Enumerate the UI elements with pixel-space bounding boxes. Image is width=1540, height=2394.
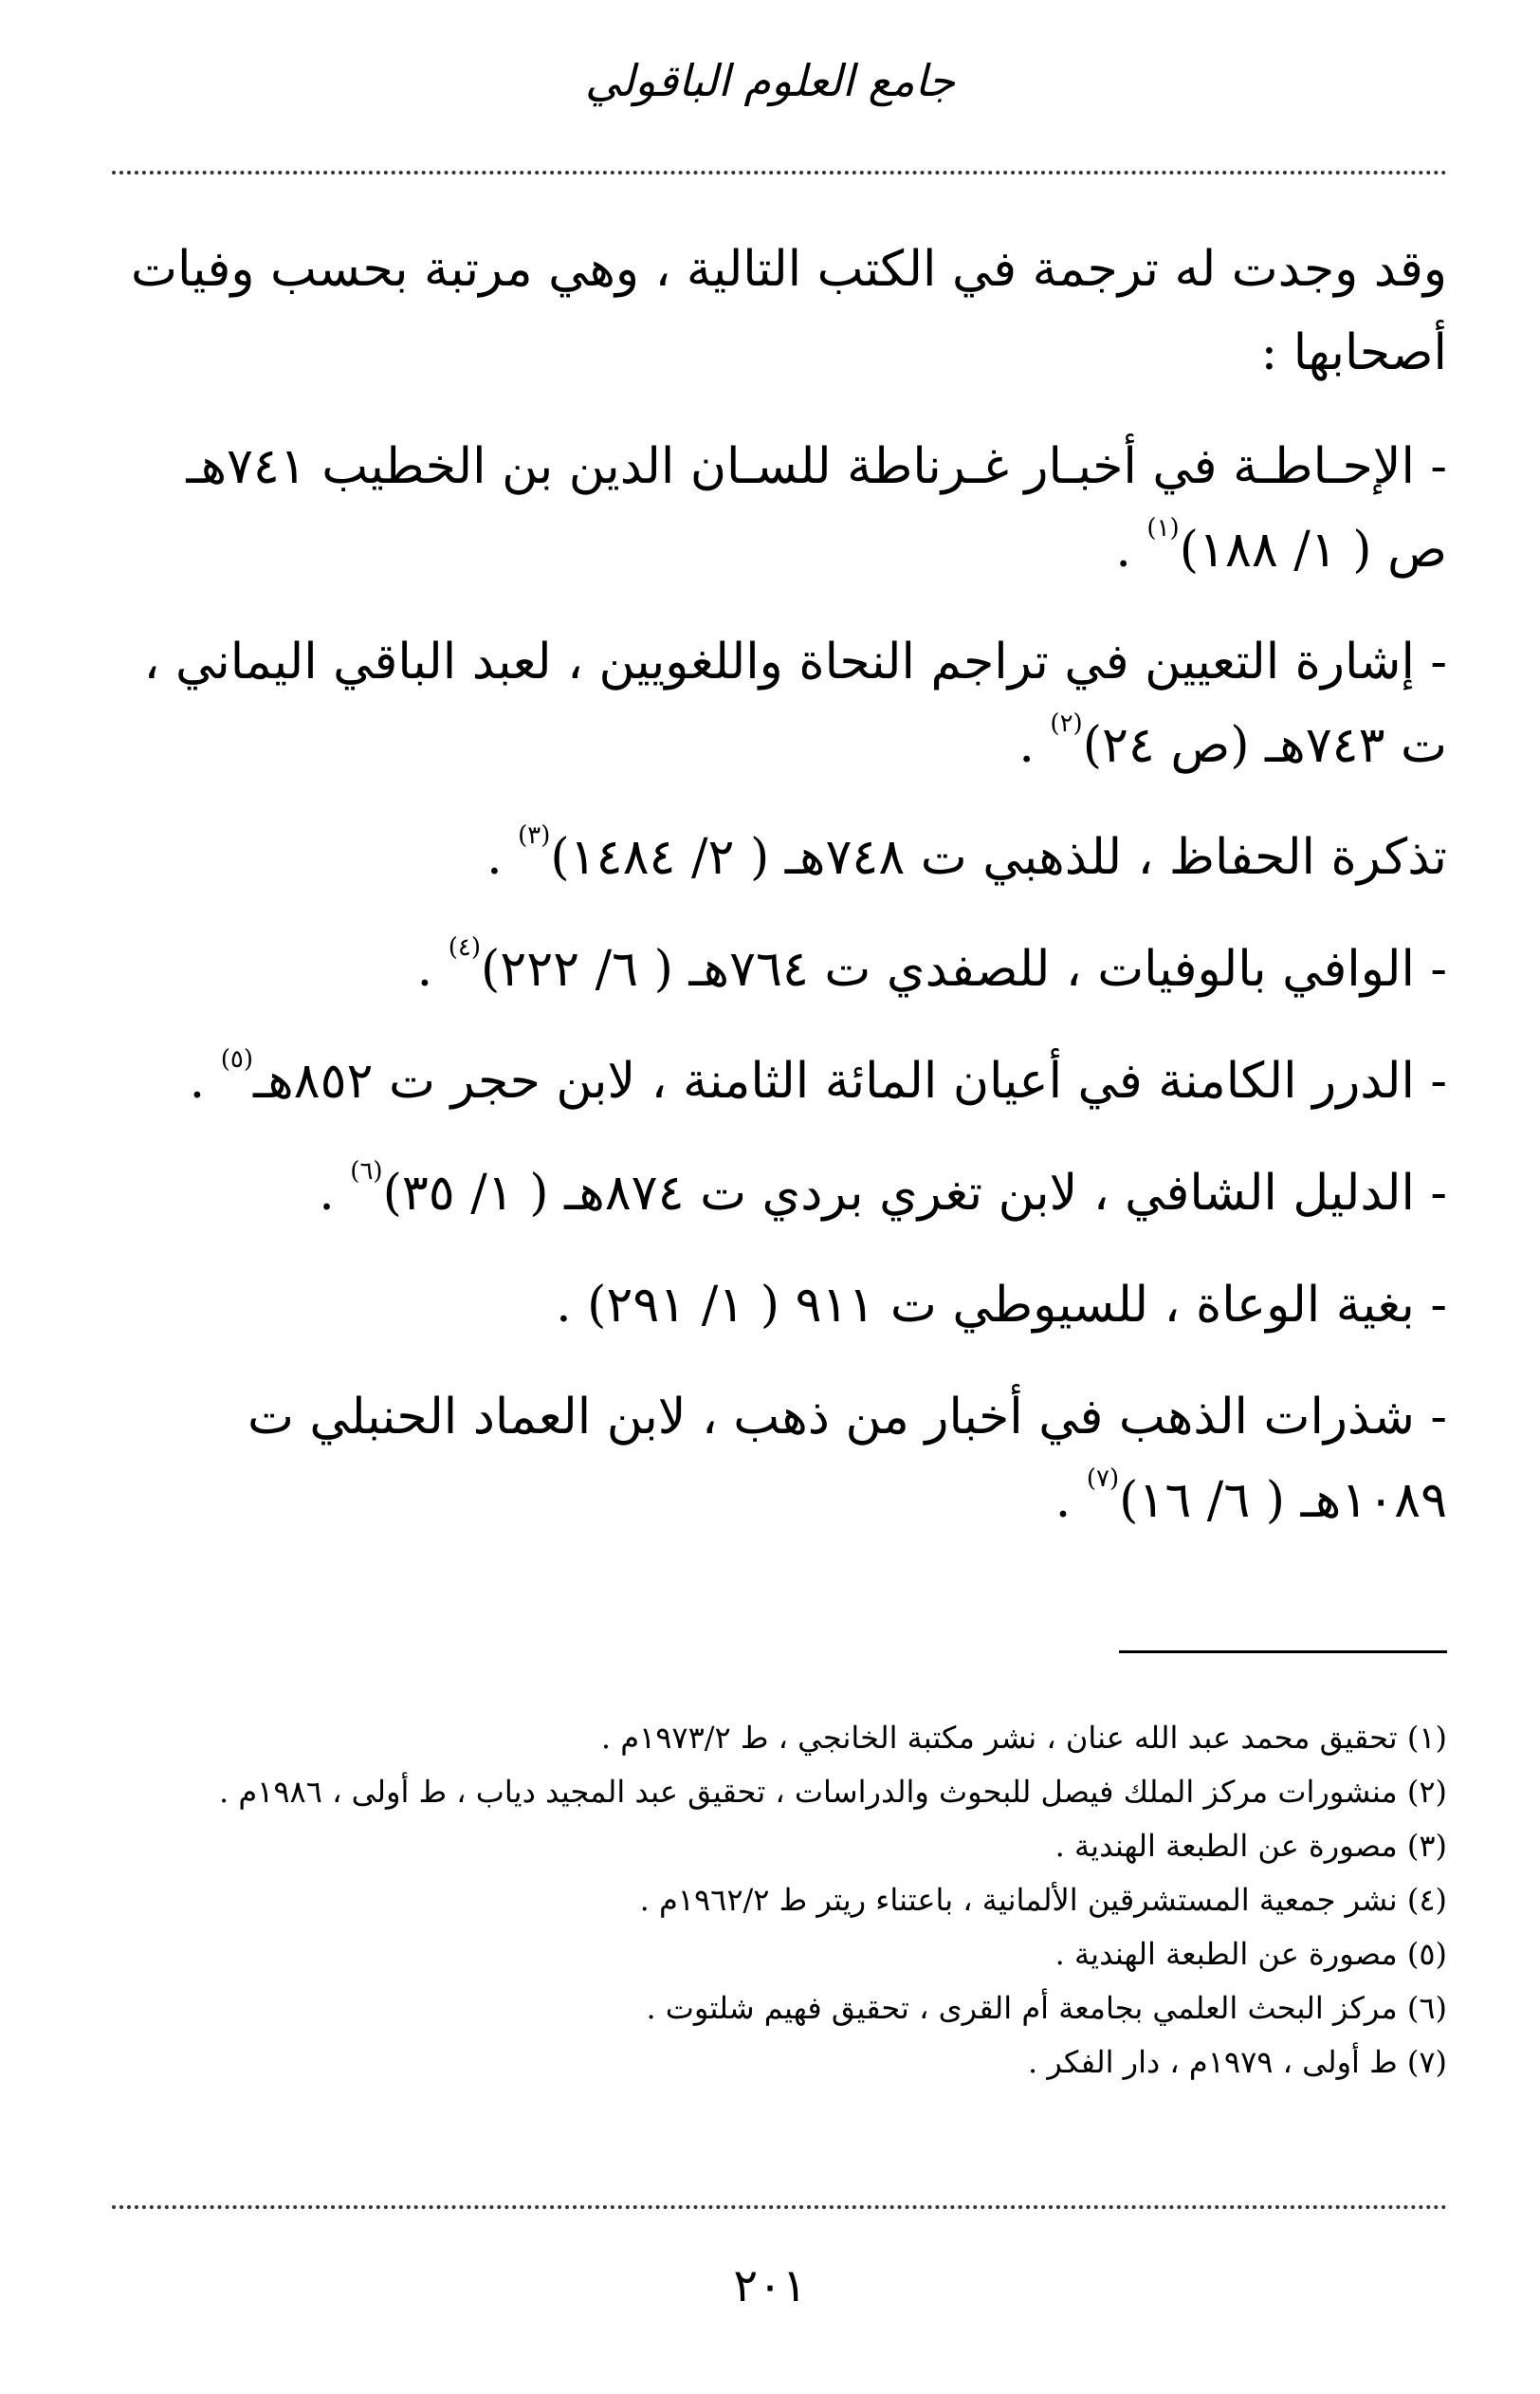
footnote-marker: (٤) bbox=[448, 933, 481, 962]
entry-text: - بغية الوعاة ، للسيوطي ت ٩١١ ( ١/ ٢٩١) . bbox=[556, 1277, 1447, 1334]
entry-text: - إشارة التعيين في تراجم النحاة واللغويين ، لعبد الباقي اليماني ، ت ٧٤٣هـ (ص ٢٤) bbox=[143, 634, 1447, 774]
entry-end: . bbox=[486, 829, 519, 886]
main-text bbox=[112, 228, 1447, 1571]
intro-paragraph: وقد وجدت له ترجمة في الكتب التالية ، وهي مرتبة بحسب وفيات أصحابها : bbox=[131, 241, 1447, 381]
footnote: (٦) مركز البحث العلمي بجامعة أم القرى ، تحقيق فهيم شلتوت . bbox=[646, 1990, 1447, 2026]
header-divider bbox=[112, 171, 1447, 175]
footnote: (٥) مصورة عن الطبعة الهندية . bbox=[1054, 1936, 1447, 1972]
list-item bbox=[112, 620, 1447, 787]
footnote-marker: (٥) bbox=[220, 1045, 254, 1074]
entry-end: . bbox=[416, 941, 449, 998]
entry-end: . bbox=[1115, 522, 1147, 579]
entry-end: . bbox=[189, 1053, 221, 1110]
footnote-marker: (١) bbox=[1146, 514, 1180, 543]
footnote: (١) تحقيق محمد عبد الله عنان ، نشر مكتبة الخانجي ، ط ١٩٧٣/٢م . bbox=[600, 1720, 1447, 1756]
footnote: (٤) نشر جمعية المستشرقين الألمانية ، باعتناء ريتر ط ١٩٦٢/٢م . bbox=[639, 1882, 1447, 1918]
list-item bbox=[112, 425, 1447, 592]
list-item bbox=[112, 1263, 1447, 1347]
page-number: ٢٠١ bbox=[733, 2259, 807, 2312]
footnote-marker: (٧) bbox=[1086, 1464, 1120, 1493]
footnote-separator bbox=[1119, 1650, 1447, 1653]
entry-end: . bbox=[1018, 717, 1051, 774]
list-item bbox=[112, 1375, 1447, 1542]
list-item bbox=[112, 928, 1447, 1011]
entry-text: تذكرة الحفاظ ، للذهبي ت ٧٤٨هـ ( ٢/ ١٤٨٤) bbox=[550, 829, 1447, 886]
entry-text: - الدليل الشافي ، لابن تغري بردي ت ٨٧٤هـ ( ١/ ٣٥) bbox=[382, 1165, 1447, 1222]
entry-text: - الوافي بالوفيات ، للصفدي ت ٧٦٤هـ ( ٦/ ٢٢٢) bbox=[480, 941, 1447, 998]
footnote-marker: (٣) bbox=[518, 821, 551, 850]
footer-divider bbox=[112, 2205, 1447, 2209]
footnote-marker: (٦) bbox=[350, 1157, 383, 1186]
list-item bbox=[112, 1040, 1447, 1123]
entry-text: - الإحـاطـة في أخبـار غـرناطة للسـان الدين بن الخطيب ٧٤١هـ ص ( ١/ ١٨٨) bbox=[186, 438, 1447, 579]
footnote: (٧) ط أولى ، ١٩٧٩م ، دار الفكر . bbox=[1027, 2044, 1447, 2080]
list-item bbox=[112, 1151, 1447, 1235]
footnote: (٣) مصورة عن الطبعة الهندية . bbox=[1054, 1828, 1447, 1864]
entry-end: . bbox=[1054, 1472, 1087, 1529]
entry-text: - شذرات الذهب في أخبار من ذهب ، لابن العماد الحنبلي ت ١٠٨٩هـ ( ٦/ ١٦) bbox=[247, 1389, 1447, 1529]
entry-text: - الدرر الكامنة في أعيان المائة الثامنة ، لابن حجر ت ٨٥٢هـ bbox=[253, 1053, 1447, 1110]
running-header-title: جامع العلوم الباقولي bbox=[584, 55, 956, 106]
entry-end: . bbox=[319, 1165, 351, 1222]
footnote: (٢) منشورات مركز الملك فيصل للبحوث والدراسات ، تحقيق عبد المجيد دياب ، ط أولى ، ١٩٨٦م . bbox=[219, 1774, 1447, 1810]
footnote-marker: (٢) bbox=[1050, 709, 1083, 738]
list-item bbox=[112, 816, 1447, 899]
footnotes bbox=[112, 1711, 1447, 2090]
